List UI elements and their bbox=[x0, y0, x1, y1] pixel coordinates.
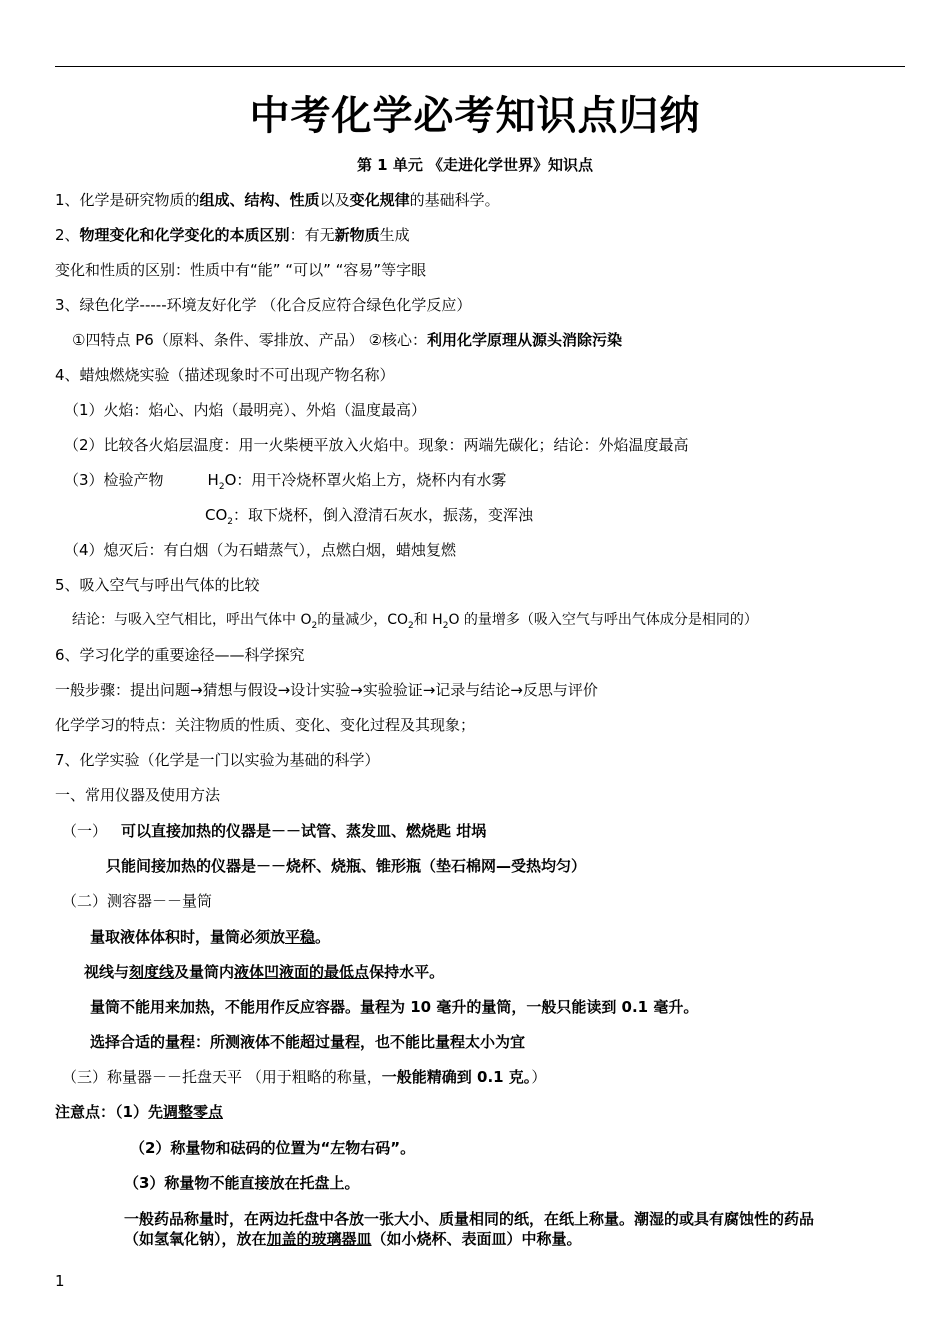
line-16: 化学学习的特点：关注物质的性质、变化、变化过程及其现象； bbox=[55, 716, 476, 734]
line-6: 4、蜡烛燃烧实验（描述现象时不可出现产物名称） bbox=[55, 366, 395, 384]
line-26: （三）称量器－－托盘天平 （用于粗略的称量，一般能精确到 0.1 克。） bbox=[62, 1068, 547, 1086]
line-18: 一、常用仪器及使用方法 bbox=[55, 786, 221, 804]
line-2: 2、物理变化和化学变化的本质区别：有无新物质生成 bbox=[55, 226, 410, 244]
line-21: （二）测容器－－量筒 bbox=[62, 892, 213, 910]
page-subtitle: 第 1 单元 《走进化学世界》知识点 bbox=[356, 156, 594, 174]
line-14: 6、学习化学的重要途径——科学探究 bbox=[55, 646, 305, 664]
line-31: （如氢氧化钠），放在加盖的玻璃器皿（如小烧杯、表面皿）中称量。 bbox=[124, 1230, 582, 1248]
header-rule bbox=[55, 66, 905, 67]
line-3: 变化和性质的区别：性质中有“能” “可以” “容易”等字眼 bbox=[55, 261, 427, 279]
line-20: 只能间接加热的仪器是－－烧杯、烧瓶、锥形瓶（垫石棉网—受热均匀） bbox=[106, 857, 587, 875]
line-7: （1）火焰：焰心、内焰（最明亮）、外焰（温度最高） bbox=[64, 401, 427, 419]
line-19: （一） 可以直接加热的仪器是－－试管、蒸发皿、燃烧匙 坩埚 bbox=[62, 822, 487, 840]
line-5: ①四特点 P6（原料、条件、零排放、产品） ②核心：利用化学原理从源头消除污染 bbox=[72, 331, 623, 349]
line-17: 7、化学实验（化学是一门以实验为基础的科学） bbox=[55, 751, 380, 769]
line-12: 5、吸入空气与呼出气体的比较 bbox=[55, 576, 260, 594]
page-number: 1 bbox=[55, 1272, 65, 1290]
line-9: （3）检验产物 $H_2O$：用干冷烧杯罩火焰上方，烧杯内有水雾 bbox=[64, 471, 507, 492]
line-11: （4）熄灭后：有白烟（为石蜡蒸气），点燃白烟，蜡烛复燃 bbox=[64, 541, 457, 559]
line-1: 1、化学是研究物质的组成、结构、性质以及变化规律的基础科学。 bbox=[55, 191, 500, 209]
line-24: 量筒不能用来加热，不能用作反应容器。量程为 10 毫升的量筒，一般只能读到 0.1 毫升。 bbox=[90, 998, 699, 1016]
line-23: 视线与刻度线及量筒内液体凹液面的最低点保持水平。 bbox=[84, 963, 445, 981]
line-27: 注意点：（1）先调整零点 bbox=[55, 1103, 223, 1121]
line-13: 结论：与吸入空气相比，呼出气体中 $O_2$的量减少，$CO_2$和 $H_2O$ 的量增多（吸入空气与呼出气体成分是相同的） bbox=[72, 612, 758, 631]
line-10: $CO_2$：取下烧杯，倒入澄清石灰水，振荡，变浑浊 bbox=[205, 506, 534, 527]
line-8: （2）比较各火焰层温度：用一火柴梗平放入火焰中。现象：两端先碳化；结论：外焰温度最高 bbox=[64, 436, 689, 454]
line-28: （2）称量物和砝码的位置为“左物右码”。 bbox=[130, 1139, 416, 1157]
line-4: 3、绿色化学-----环境友好化学 （化合反应符合绿色化学反应） bbox=[55, 296, 472, 314]
page-title: 中考化学必考知识点归纳 bbox=[249, 93, 701, 139]
line-29: （3）称量物不能直接放在托盘上。 bbox=[124, 1174, 360, 1192]
line-30: 一般药品称量时，在两边托盘中各放一张大小、质量相同的纸，在纸上称量。潮湿的或具有腐蚀性的药品 bbox=[124, 1210, 815, 1228]
line-15: 一般步骤：提出问题→猜想与假设→设计实验→实验验证→记录与结论→反思与评价 bbox=[55, 681, 598, 699]
line-22: 量取液体体积时，量筒必须放平稳。 bbox=[90, 928, 331, 946]
line-25: 选择合适的量程：所测液体不能超过量程，也不能比量程太小为宜 bbox=[90, 1033, 526, 1051]
